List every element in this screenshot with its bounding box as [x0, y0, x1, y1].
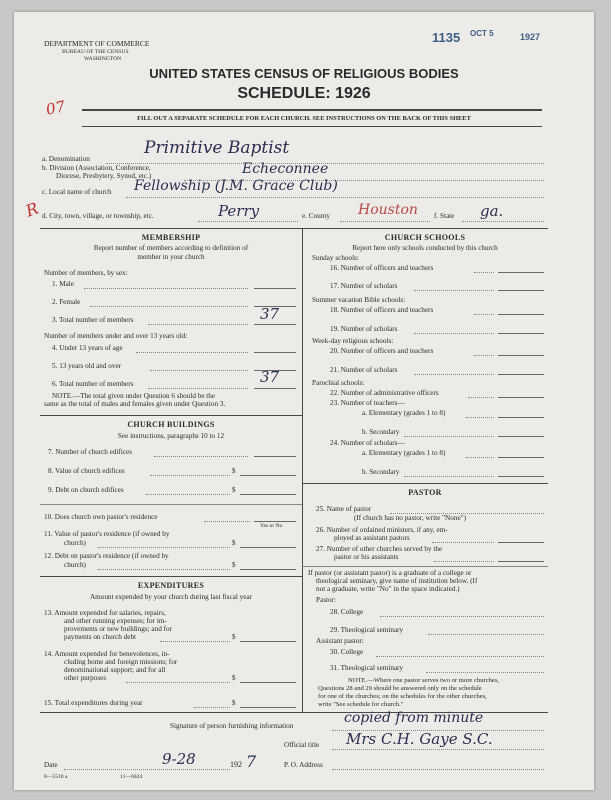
column-divider — [302, 228, 303, 712]
year-prefix: 192 — [230, 760, 242, 769]
official-title-label: Official title — [284, 741, 320, 749]
weekday-officers-label: 20. Number of officers and teachers — [330, 347, 434, 355]
other-churches-dots — [434, 561, 494, 562]
pastor-name-label: 25. Name of pastor — [316, 505, 372, 513]
ordained-ministers-dots — [432, 542, 494, 543]
division-value: Echeconnee — [242, 161, 329, 177]
county-value: Houston — [358, 202, 418, 218]
teachers-elementary-blank[interactable] — [498, 417, 544, 418]
teachers-elementary-label: a. Elementary (grades 1 to 8) — [362, 409, 446, 417]
membership-note-1: NOTE.—The total given under Question 6 should be the — [52, 392, 216, 400]
department-label: DEPARTMENT OF COMMERCE — [44, 39, 150, 48]
edifices-count-dots — [154, 456, 248, 457]
signature-value: copied from minute — [344, 710, 484, 726]
residence-value-label-2: church) — [64, 539, 86, 547]
sunday-scholars-blank[interactable] — [498, 290, 544, 291]
male-label: 1. Male — [52, 280, 74, 288]
stamp-date: OCT 5 — [470, 29, 494, 38]
owns-residence-label: 10. Does church own pastor's residence — [44, 513, 158, 521]
signature-label: Signature of person furnishing information — [170, 722, 294, 730]
residence-value-blank[interactable] — [240, 547, 296, 548]
summer-scholars-dots — [414, 333, 494, 334]
pastor-heading: PASTOR — [408, 488, 442, 497]
division-label: b. Division (Association, Conference, — [42, 164, 151, 172]
stamp-number: 1135 — [432, 30, 461, 45]
edifices-count-blank[interactable] — [254, 456, 296, 457]
pastor-rule — [302, 483, 548, 484]
ordained-ministers-blank[interactable] — [498, 542, 544, 543]
benevolences-label-4: other purposes — [64, 674, 107, 682]
pastor-note-4: write "See schedule for church." — [318, 701, 404, 708]
denomination-value: Primitive Baptist — [144, 138, 290, 158]
residence-debt-label-2: church) — [64, 561, 86, 569]
total-members-blank[interactable] — [254, 324, 296, 325]
sunday-officers-label: 16. Number of officers and teachers — [330, 264, 434, 272]
header-rule-2 — [82, 126, 542, 127]
expenditures-heading: EXPENDITURES — [137, 581, 205, 590]
owns-residence-blank[interactable] — [254, 521, 296, 522]
po-address-label: P. O. Address — [284, 761, 323, 769]
pastor-college-line[interactable] — [380, 616, 544, 617]
state-label: f. State — [434, 212, 455, 220]
benevolences-label-3: denominational support; and for all — [64, 666, 166, 674]
scholars-label: 24. Number of scholars— — [330, 439, 405, 447]
benevolences-label-2: cluding home and foreign missions; for — [64, 658, 178, 666]
ordained-ministers-label-2: ployed as assistant pastors — [334, 534, 410, 542]
summer-officers-blank[interactable] — [498, 314, 544, 315]
teachers-secondary-blank[interactable] — [498, 436, 544, 437]
weekday-scholars-dots — [414, 374, 494, 375]
running-expenses-label-2: and other running expenses; for im- — [64, 617, 167, 625]
female-label: 2. Female — [52, 298, 81, 306]
church-name-value: Fellowship (J.M. Grace Club) — [134, 178, 338, 194]
edifices-value-dollar: $ — [232, 467, 236, 475]
total-members-2-dots — [148, 388, 248, 389]
teachers-secondary-dots — [404, 436, 494, 437]
running-expenses-label-3: provements or new buildings; and for — [64, 625, 172, 633]
year-suffix: 7 — [246, 752, 257, 771]
po-address-line[interactable] — [332, 769, 544, 770]
summer-officers-label: 18. Number of officers and teachers — [330, 306, 434, 314]
bureau-label: BUREAU OF THE CENSUS — [62, 49, 129, 55]
weekday-officers-blank[interactable] — [498, 355, 544, 356]
sunday-scholars-dots — [414, 290, 494, 291]
sunday-schools-label: Sunday schools: — [312, 254, 359, 262]
weekday-officers-dots — [474, 355, 494, 356]
scholars-secondary-blank[interactable] — [498, 476, 544, 477]
graduate-instruction-2: theological seminary, give name of institution below. (If — [316, 577, 478, 585]
total-members-dots — [148, 324, 248, 325]
benevolences-label: 14. Amount expended for benevolences, in- — [44, 650, 170, 658]
members-by-sex-label: Number of members, by sex: — [44, 269, 128, 277]
summer-officers-dots — [474, 314, 494, 315]
section-top-rule — [40, 228, 548, 229]
sunday-officers-blank[interactable] — [498, 272, 544, 273]
date-label: Date — [44, 761, 58, 769]
female-dots — [90, 306, 248, 307]
total-members-value: 37 — [260, 305, 280, 323]
assistant-seminary-line[interactable] — [426, 672, 544, 673]
residence-debt-dollar: $ — [232, 561, 236, 569]
scholars-secondary-label: b. Secondary — [362, 468, 400, 476]
state-value: ga. — [480, 202, 504, 220]
residence-debt-label: 12. Debt on pastor's residence (if owned by — [44, 552, 169, 560]
pastor-note-3: for one of the churches; on the schedules for the other churches, — [318, 693, 487, 700]
yes-no-hint: Yes or No — [260, 523, 283, 529]
city-town-value: Perry — [218, 202, 260, 220]
membership-heading: MEMBERSHIP — [141, 233, 201, 242]
total-members-2-blank[interactable] — [254, 388, 296, 389]
church-name-label: c. Local name of church — [42, 188, 112, 196]
pastor-name-hint: (If church has no pastor, write "None") — [354, 514, 466, 522]
state-line — [462, 221, 544, 222]
membership-note-2: same as the total of males and females given under Question 3. — [44, 400, 226, 408]
assistant-edu-label: Assistant pastor: — [316, 637, 364, 645]
assistant-seminary-label: 31. Theological seminary — [330, 664, 404, 672]
official-title-line[interactable] — [332, 749, 544, 750]
pastor-seminary-label: 29. Theological seminary — [330, 626, 404, 634]
official-title-value: Mrs C.H. Gaye S.C. — [346, 730, 493, 748]
total-expenditures-blank[interactable] — [240, 707, 296, 708]
under-13-dots — [136, 352, 248, 353]
red-mark-side: R — [23, 198, 41, 221]
parochial-schools-label: Parochial schools: — [312, 379, 365, 387]
total-expenditures-dollar: $ — [232, 699, 236, 707]
date-line[interactable] — [64, 769, 230, 770]
sunday-officers-dots — [474, 272, 494, 273]
division-label-2: Diocese, Presbytery, Synod, etc.) — [56, 172, 152, 180]
edifices-count-label: 7. Number of church edifices — [48, 448, 133, 456]
weekday-schools-label: Week-day religious schools: — [312, 337, 394, 345]
weekday-scholars-blank[interactable] — [498, 374, 544, 375]
owns-residence-dots — [204, 521, 250, 522]
assistant-college-line[interactable] — [376, 656, 544, 657]
benevolences-dollar: $ — [232, 674, 236, 682]
edifices-debt-label: 9. Debt on church edifices — [48, 486, 124, 494]
schedule-title: SCHEDULE: 1926 — [237, 85, 371, 102]
admin-officers-label: 22. Number of administrative officers — [330, 389, 439, 397]
scholars-elementary-dots — [466, 457, 494, 458]
weekday-scholars-label: 21. Number of scholars — [330, 366, 398, 374]
other-churches-label: 27. Number of other churches served by the — [316, 545, 443, 553]
over-13-dots — [150, 370, 248, 371]
edifices-value-dots — [150, 475, 230, 476]
residence-value-label: 11. Value of pastor's residence (if owned by — [44, 530, 170, 538]
running-expenses-dollar: $ — [232, 633, 236, 641]
form-title: UNITED STATES CENSUS OF RELIGIOUS BODIES — [149, 66, 459, 81]
male-blank[interactable] — [254, 288, 296, 289]
summer-schools-label: Summer vacation Bible schools: — [312, 296, 406, 304]
scholars-elementary-label: a. Elementary (grades 1 to 8) — [362, 449, 446, 457]
schools-heading: CHURCH SCHOOLS — [384, 233, 466, 242]
pastor-college-label: 28. College — [330, 608, 364, 616]
male-dots — [84, 288, 248, 289]
edifices-debt-dots — [146, 494, 230, 495]
buildings-subheading: See instructions, paragraphs 10 to 12 — [117, 432, 225, 440]
stamp-year: 1927 — [520, 32, 541, 42]
admin-officers-dots — [468, 397, 494, 398]
edifices-debt-blank[interactable] — [240, 494, 296, 495]
summer-scholars-blank[interactable] — [498, 333, 544, 334]
census-form-sheet — [14, 12, 594, 790]
pastor-seminary-line[interactable] — [428, 634, 544, 635]
total-members-2-label: 6. Total number of members — [52, 380, 134, 388]
under-13-blank[interactable] — [254, 352, 296, 353]
city-label: WASHINGTON — [84, 56, 122, 62]
graduate-rule — [302, 566, 548, 567]
city-town-label: d. City, town, village, or township, etc. — [42, 212, 154, 220]
running-expenses-label-4: payments on church debt — [64, 633, 137, 641]
benevolences-dots — [126, 682, 230, 683]
expenditures-subheading: Amount expended by your church during last fiscal year — [89, 593, 253, 601]
age-group-label: Number of members under and over 13 years old: — [44, 332, 188, 340]
assistant-college-label: 30. College — [330, 648, 364, 656]
running-expenses-dots — [160, 641, 230, 642]
form-code-2: 11—6024 — [120, 774, 143, 780]
denomination-label: a. Denomination — [42, 155, 90, 163]
total-members-label: 3. Total number of members — [52, 316, 134, 324]
buildings-mid-rule — [40, 504, 302, 505]
residence-value-dots — [98, 547, 230, 548]
sunday-scholars-label: 17. Number of scholars — [330, 282, 398, 290]
other-churches-label-2: pastor or his assistants — [334, 553, 399, 561]
edifices-value-label: 8. Value of church edifices — [48, 467, 125, 475]
edifices-debt-dollar: $ — [232, 486, 236, 494]
residence-value-dollar: $ — [232, 539, 236, 547]
running-expenses-label: 13. Amount expended for salaries, repairs, — [44, 609, 166, 617]
teachers-elementary-dots — [466, 417, 494, 418]
red-mark-top: 07 — [44, 97, 67, 119]
teachers-label: 23. Number of teachers— — [330, 399, 405, 407]
instruction-line: FILL OUT A SEPARATE SCHEDULE FOR EACH CHURCH. SEE INSTRUCTIONS ON THE BACK OF THIS SHEET — [137, 115, 471, 122]
membership-intro-2: member in your church — [137, 253, 205, 261]
header-rule — [82, 109, 542, 111]
total-expenditures-label: 15. Total expenditures during year — [44, 699, 143, 707]
admin-officers-blank[interactable] — [498, 397, 544, 398]
edifices-value-blank[interactable] — [240, 475, 296, 476]
scholars-elementary-blank[interactable] — [498, 457, 544, 458]
expenditures-rule — [40, 576, 302, 577]
graduate-instruction-3: not a graduate, write "No" in the space indicated.) — [316, 585, 460, 593]
county-line — [340, 221, 430, 222]
running-expenses-blank[interactable] — [240, 641, 296, 642]
over-13-label: 5. 13 years old and over — [52, 362, 122, 370]
total-members-2-value: 37 — [260, 368, 280, 386]
church-name-line — [126, 197, 544, 198]
county-label: e. County — [302, 212, 330, 220]
buildings-rule — [40, 415, 302, 416]
pastor-note-2: Questions 28 and 29 should be answered only on the schedule — [318, 685, 482, 692]
under-13-label: 4. Under 13 years of age — [52, 344, 123, 352]
city-town-line — [198, 221, 298, 222]
graduate-instruction-1: If pastor (or assistant pastor) is a graduate of a college or — [308, 569, 472, 577]
pastor-edu-label: Pastor: — [316, 596, 336, 604]
teachers-secondary-label: b. Secondary — [362, 428, 400, 436]
residence-debt-dots — [98, 569, 230, 570]
form-code: 8—5518 a — [44, 774, 68, 780]
residence-debt-blank[interactable] — [240, 569, 296, 570]
pastor-note-1: NOTE.—Where one pastor serves two or more churches, — [348, 677, 500, 684]
date-value: 9-28 — [162, 750, 196, 768]
membership-intro-1: Report number of members according to definition of — [93, 244, 249, 252]
buildings-heading: CHURCH BUILDINGS — [127, 420, 215, 429]
scholars-secondary-dots — [404, 476, 494, 477]
benevolences-blank[interactable] — [240, 682, 296, 683]
other-churches-blank[interactable] — [498, 561, 544, 562]
total-expenditures-dots — [194, 707, 230, 708]
ordained-ministers-label: 26. Number of ordained ministers, if any, em- — [316, 526, 448, 534]
schools-intro: Report here only schools conducted by this church — [352, 244, 498, 252]
summer-scholars-label: 19. Number of scholars — [330, 325, 398, 333]
